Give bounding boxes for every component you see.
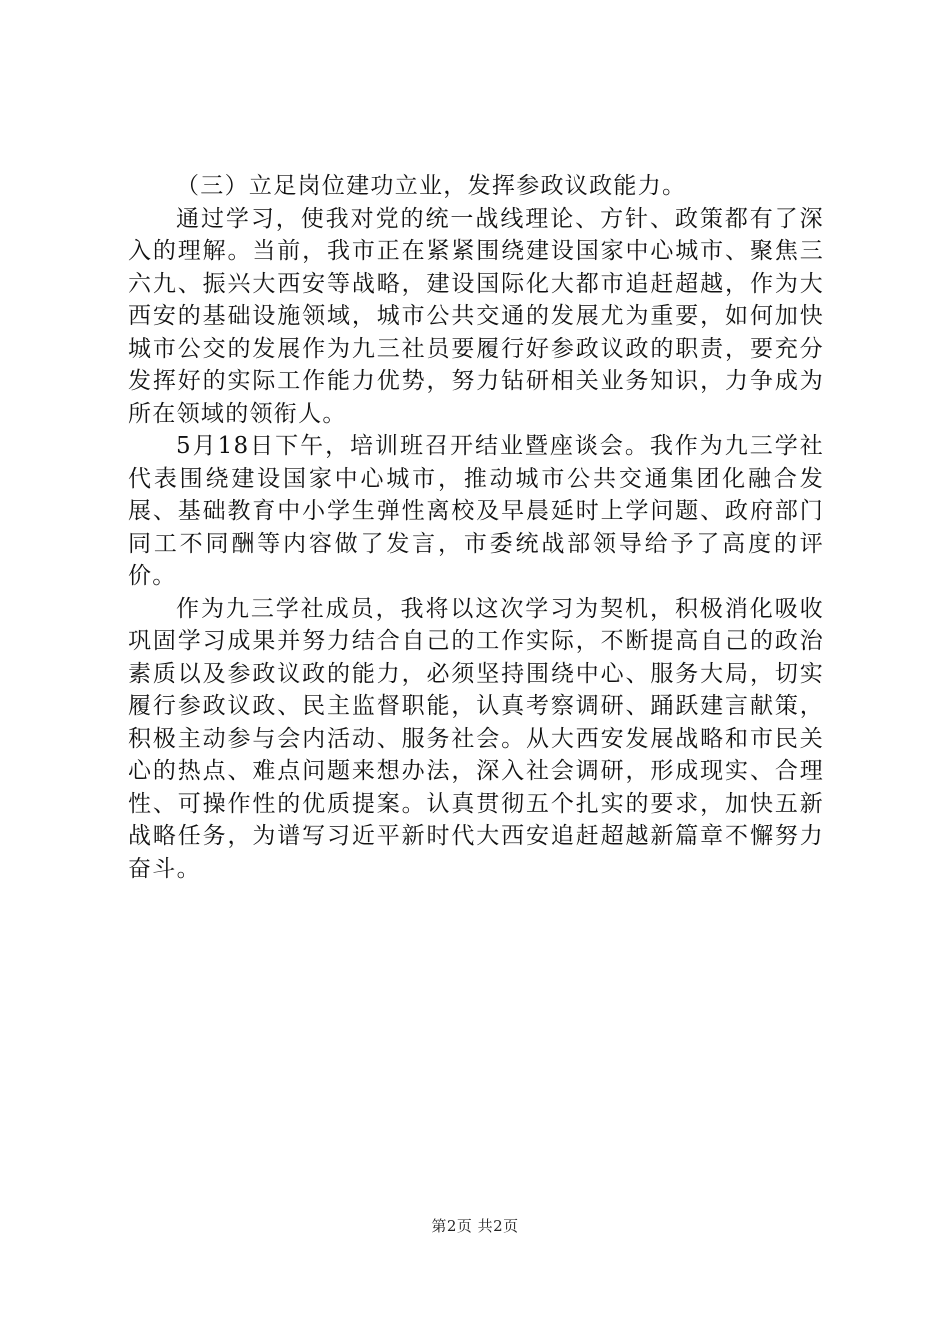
page-number: 第2页 共2页 bbox=[431, 1217, 519, 1235]
paragraph-commitment: 作为九三学社成员，我将以这次学习为契机，积极消化吸收巩固学习成果并努力结合自己的工作实际，不断提高自己的政治素质以及参政议政的能力，必须坚持围绕中心、服务大局，切实履行参政议政、民主监督职能，认真考察调研、踊跃建言献策，积极主动参与会内活动、服务社会。从大西安发展战略和市民关心的热点、难点问题来想办法，深入社会调研，形成现实、合理性、可操作性的优质提案。认真贯彻五个扎实的要求，加快五新战略任务，为谱写习近平新时代大西安追赶超越新篇章不懈努力奋斗。 bbox=[128, 595, 824, 882]
document-body bbox=[128, 170, 824, 885]
paragraph-study-understanding: 通过学习，使我对党的统一战线理论、方针、政策都有了深入的理解。当前，我市正在紧紧围绕建设国家中心城市、聚焦三六九、振兴大西安等战略，建设国际化大都市追赶超越，作为大西安的基础设施领域，城市公共交通的发展尤为重要，如何加快城市公交的发展作为九三社员要履行好参政议政的职责，要充分发挥好的实际工作能力优势，努力钻研相关业务知识，力争成为所在领域的领衔人。 bbox=[128, 205, 824, 427]
section-heading: （三）立足岗位建功立业，发挥参政议政能力。 bbox=[176, 173, 687, 199]
page-footer bbox=[0, 1215, 950, 1236]
paragraph-graduation-meeting: 5月18日下午，培训班召开结业暨座谈会。我作为九三学社代表围绕建设国家中心城市，推动城市公共交通集团化融合发展、基础教育中小学生弹性离校及早晨延时上学问题、政府部门同工不同酬等内容做了发言，市委统战部领导给予了高度的评价。 bbox=[128, 433, 824, 589]
